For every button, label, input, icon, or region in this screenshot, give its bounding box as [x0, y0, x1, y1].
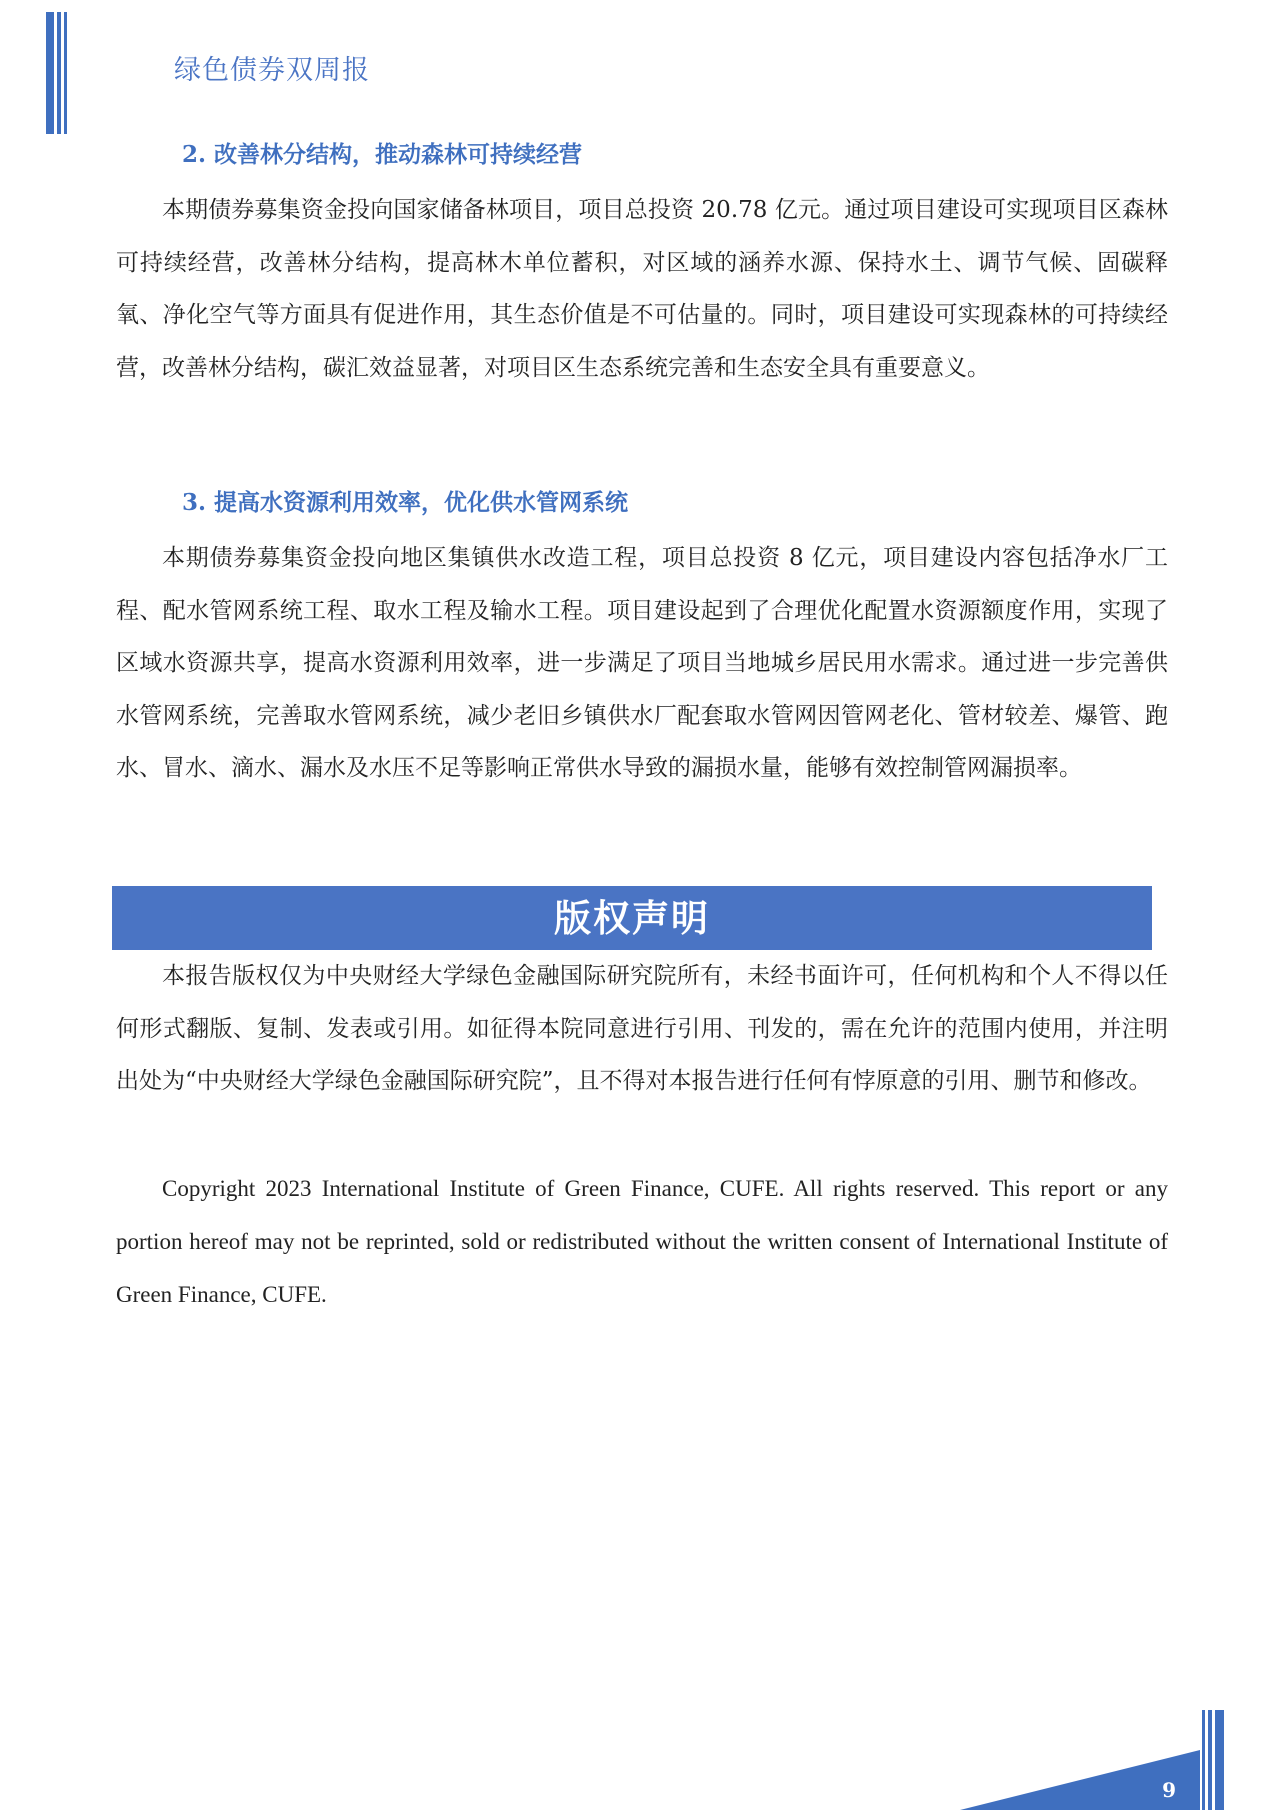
copyright-body-cn: 本报告版权仅为中央财经大学绿色金融国际研究院所有，未经书面许可，任何机构和个人不得以任何形式翻版、复制、发表或引用。如征得本院同意进行引用、刊发的，需在允许的范围内使用，并注明出处为“中央财经大学绿色金融国际研究院”，且不得对本报告进行任何有悖原意的引用、删节和修改。 — [116, 963, 1168, 1094]
section-body-forest: 本期债券募集资金投向国家储备林项目，项目总投资 20.78 亿元。通过项目建设可实现项目区森林可持续经营，改善林分结构，提高林木单位蓄积，对区域的涵养水源、保持水土、调节气候、固碳释氧、净化空气等方面具有促进作用，其生态价值是不可估量的。同时，项目建设可实现森林的可持续经营，改善林分结构，碳汇效益显著，对项目区生态系统完善和生态安全具有重要意义。 — [116, 197, 1168, 381]
section-heading-water: 3. 提高水资源利用效率，优化供水管网系统 — [182, 489, 629, 516]
footer-decor-bars — [1202, 1710, 1228, 1810]
copyright-banner: 版权声明 — [112, 886, 1152, 950]
page-header-title: 绿色债券双周报 — [174, 55, 370, 86]
page-number: 9 — [1162, 1778, 1176, 1802]
copyright-body-en: Copyright 2023 International Institute of Green Finance, CUFE. All rights reserved. This report or any portion hereof may not be reprinted, sold or redistributed without the written consent of International Institute of Green Finance, CUFE. — [116, 1176, 1168, 1307]
header-decor-bars — [46, 12, 76, 134]
section-body-water: 本期债券募集资金投向地区集镇供水改造工程，项目总投资 8 亿元，项目建设内容包括净水厂工程、配水管网系统工程、取水工程及输水工程。项目建设起到了合理优化配置水资源额度作用，实现了区域水资源共享，提高水资源利用效率，进一步满足了项目当地城乡居民用水需求。通过进一步完善供水管网系统，完善取水管网系统，减少老旧乡镇供水厂配套取水管网因管网老化、管材较差、爆管、跑水、冒水、滴水、漏水及水压不足等影响正常供水导致的漏损水量，能够有效控制管网漏损率。 — [116, 545, 1168, 781]
section-heading-forest: 2. 改善林分结构，推动森林可持续经营 — [182, 141, 583, 168]
